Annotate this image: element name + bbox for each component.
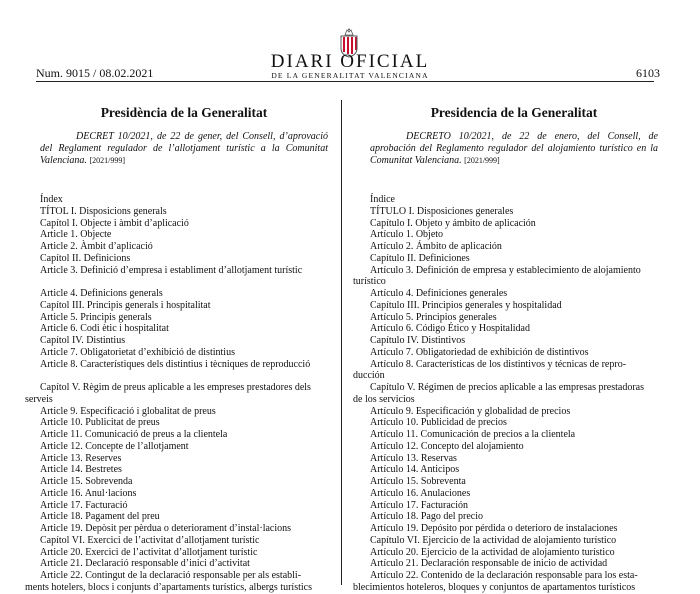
toc-entry: Artículo 6. Código Ético y Hospitalidad xyxy=(370,323,530,335)
toc-entry: Article 16. Anul·lacions xyxy=(40,487,137,499)
toc-entry: Capítol III. Principis generals i hospitalitat xyxy=(40,299,211,311)
decree-summary xyxy=(370,131,658,179)
toc-entry: Article 9. Especificació i globalitat de preus xyxy=(40,405,216,417)
toc-entry: Capítol V. Règim de preus aplicable a les empreses prestadores dels xyxy=(40,382,311,393)
toc-entry: Article 12. Concepte de l’allotjament xyxy=(40,440,189,452)
decree-summary xyxy=(40,131,328,179)
toc-entry: Artículo 15. Sobreventa xyxy=(370,476,466,487)
toc-entry: Artículo 4. Definiciones generales xyxy=(370,288,508,299)
toc-entry: Article 22. Contingut de la declaració responsable per als establi- xyxy=(40,570,302,581)
toc-entry: Índice xyxy=(370,194,395,205)
toc-entry: Capítol VI. Exercici de l’activitat d’allotjament turístic xyxy=(40,534,260,546)
toc-entry: Artículo 8. Características de los distintivos y técnicas de repro- xyxy=(370,358,627,370)
toc-entry: Capítulo V. Régimen de precios aplicable a las empresas prestadoras xyxy=(370,382,644,393)
toc-entry: Article 6. Codi ètic i hospitalitat xyxy=(40,323,169,335)
toc-entry: Artículo 12. Concepto del alojamiento xyxy=(370,440,524,452)
toc-entry: blecimientos hoteleros, bloques y conjuntos de apartamentos turísticos xyxy=(353,581,636,593)
column-spanish xyxy=(353,105,658,594)
toc-entry: ments hotelers, blocs i conjunts d’apartaments turístics, albergs turístics xyxy=(25,581,312,593)
toc-entry: Artículo 21. Declaración responsable de inicio de actividad xyxy=(370,558,608,570)
toc-entry: Capítol IV. Distintius xyxy=(40,335,126,346)
toc-entry: Artículo 19. Depósito por pérdida o deterioro de instalaciones xyxy=(370,523,618,534)
toc-entry: Índex xyxy=(40,194,63,205)
decree-text: DECRETO 10/2021, de 22 de enero, del Consell, de aprobación del Reglamento regulador del alojamiento turístico en la Comunitat Valenciana. xyxy=(370,131,658,166)
toc-entry: Artículo 5. Principios generales xyxy=(370,311,497,323)
table-of-contents xyxy=(25,194,328,594)
column-valencian xyxy=(25,105,328,594)
toc-entry: ducción xyxy=(353,370,385,382)
toc-spacer xyxy=(40,370,328,382)
journal-title: DIARI OFICIAL xyxy=(270,51,430,72)
toc-entry: Article 13. Reserves xyxy=(40,452,122,464)
toc-entry: Article 8. Característiques dels distintius i tècniques de reproducció xyxy=(40,358,311,370)
decree-reference: [2021/999] xyxy=(464,155,500,165)
toc-entry: Article 19. Depòsit per pèrdua o deteriorament d’instal·lacions xyxy=(40,523,292,534)
issue-number: Num. 9015 / 08.02.2021 xyxy=(36,66,154,80)
toc-entry: Article 3. Definició d’empresa i establiment d’allotjament turístic xyxy=(40,264,303,276)
toc-entry: Artículo 16. Anulaciones xyxy=(370,487,471,499)
page-header xyxy=(0,0,700,82)
toc-entry: TÍTOL I. Disposicions generals xyxy=(40,205,167,217)
toc-entry: de los servicios xyxy=(353,393,415,405)
toc-entry: Artículo 17. Facturación xyxy=(370,499,469,511)
toc-entry: Artículo 3. Definición de empresa y establecimiento de alojamiento xyxy=(370,264,641,276)
toc-entry: TÍTULO I. Disposiciones generales xyxy=(370,205,514,217)
toc-entry: Artículo 1. Objeto xyxy=(370,229,444,241)
journal-subtitle: DE LA GENERALITAT VALENCIANA xyxy=(271,71,429,80)
toc-entry: Article 10. Publicitat de preus xyxy=(40,417,160,429)
toc-entry: Article 17. Facturació xyxy=(40,499,128,511)
toc-entry: Artículo 22. Contenido de la declaración responsable para los esta- xyxy=(370,570,638,581)
toc-entry: Article 1. Objecte xyxy=(40,229,112,241)
decree-reference: [2021/999] xyxy=(89,155,125,165)
toc-entry: Article 11. Comunicació de preus a la clientela xyxy=(40,429,228,440)
toc-entry: Capítulo VI. Ejercicio de la actividad de alojamiento turístico xyxy=(370,534,617,546)
table-of-contents xyxy=(353,194,658,594)
toc-entry: Artículo 20. Ejercicio de la actividad de alojamiento turístico xyxy=(370,546,615,558)
toc-entry: Artículo 13. Reservas xyxy=(370,452,457,464)
toc-entry: serveis xyxy=(25,393,53,405)
toc-entry: Artículo 11. Comunicación de precios a la clientela xyxy=(370,429,576,440)
toc-entry: Artículo 9. Especificación y globalidad de precios xyxy=(370,405,571,417)
toc-entry: Artículo 14. Anticipos xyxy=(370,464,460,476)
toc-entry: Article 15. Sobrevenda xyxy=(40,476,133,487)
toc-entry: Capítol II. Definicions xyxy=(40,252,131,264)
page-number: 6103 xyxy=(636,66,660,80)
toc-entry: Artículo 10. Publicidad de precios xyxy=(370,417,507,429)
toc-entry: Artículo 18. Pago del precio xyxy=(370,511,484,523)
section-heading: Presidència de la Generalitat xyxy=(100,105,268,120)
toc-entry: Article 2. Àmbit d’aplicació xyxy=(40,241,153,252)
toc-spacer xyxy=(40,276,328,288)
column-divider xyxy=(341,100,342,585)
toc-entry: Article 4. Definicions generals xyxy=(40,288,163,299)
header-rule xyxy=(36,81,654,82)
toc-entry: turístico xyxy=(353,276,386,288)
toc-entry: Capítulo II. Definiciones xyxy=(370,252,470,264)
toc-entry: Artículo 2. Ámbito de aplicación xyxy=(370,241,502,252)
section-heading: Presidencia de la Generalitat xyxy=(430,105,598,120)
toc-entry: Article 20. Exercici de l’activitat d’allotjament turístic xyxy=(40,546,258,558)
decree-text: DECRET 10/2021, de 22 de gener, del Consell, d’aprovació del Reglament regulador de l’allotjament turístic a la Comunitat Valenciana. xyxy=(40,131,328,166)
toc-entry: Article 14. Bestretes xyxy=(40,464,122,476)
toc-entry: Article 21. Declaració responsable d’inici d’activitat xyxy=(40,558,250,570)
toc-entry: Capítulo I. Objeto y ámbito de aplicación xyxy=(370,217,536,229)
toc-entry: Article 18. Pagament del preu xyxy=(40,511,160,523)
toc-entry: Article 7. Obligatorietat d’exhibició de distintius xyxy=(40,346,235,358)
toc-entry: Capítulo IV. Distintivos xyxy=(370,335,466,346)
toc-entry: Article 5. Principis generals xyxy=(40,311,152,323)
toc-entry: Capítol I. Objecte i àmbit d’aplicació xyxy=(40,217,189,229)
toc-entry: Capítulo III. Principios generales y hospitalidad xyxy=(370,299,562,311)
toc-entry: Artículo 7. Obligatoriedad de exhibición de distintivos xyxy=(370,346,589,358)
